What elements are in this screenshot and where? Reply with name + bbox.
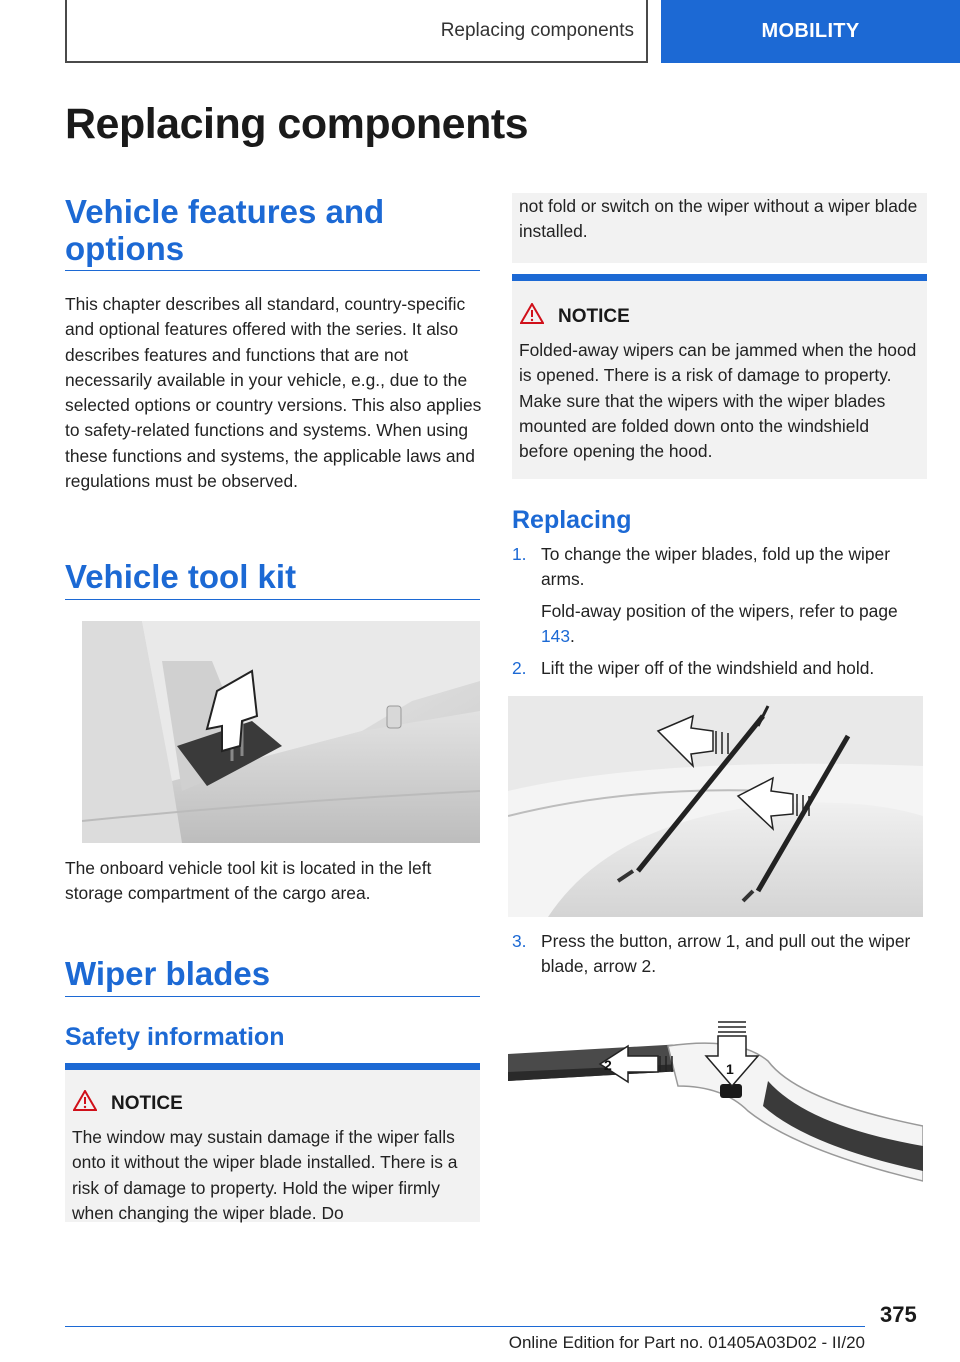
step-number: 3. <box>512 931 527 951</box>
notice-box-2 <box>512 274 927 479</box>
toolkit-image <box>82 621 480 843</box>
step-subtext-suffix: . <box>570 625 575 646</box>
features-heading: Vehicle features and options <box>65 193 385 267</box>
notice-label: NOTICE <box>111 1092 183 1114</box>
arrow-2-label: 2 <box>604 1057 612 1073</box>
header-section <box>65 0 648 63</box>
notice-header <box>512 281 927 330</box>
toolkit-caption: The onboard vehicle tool kit is located in the left storage compartment of the cargo area. <box>65 858 432 904</box>
step-text: Lift the wiper off of the windshield and hold. <box>541 658 875 678</box>
notice-box-1-continued <box>512 193 927 263</box>
wipers-rule <box>65 996 480 997</box>
header-chapter-tab <box>661 0 960 63</box>
features-text: This chapter describes all standard, country-specific and optional features offered with the series. It also describes features and functions that are not necessarily available in your vehicle, e.g., due to the selected options or country versions. This also applies to safety-related functions and systems. When using these functions and systems, the applicable laws and regulations must be observed. <box>65 294 482 492</box>
notice-bar <box>512 274 927 281</box>
notice-bar <box>65 1063 480 1070</box>
notice-box-1 <box>65 1063 480 1222</box>
notice-label: NOTICE <box>558 305 630 327</box>
header-section-label: Replacing components <box>440 19 634 41</box>
step-number: 1. <box>512 544 527 564</box>
page-link[interactable]: 143 <box>541 625 571 646</box>
step-text: Press the button, arrow 1, and pull out the wiper blade, arrow 2. <box>541 931 911 977</box>
page-number: 375 <box>880 1302 917 1327</box>
header-chapter-label: MOBILITY <box>761 20 860 42</box>
warning-triangle-icon <box>73 1090 97 1117</box>
notice-header <box>65 1070 480 1117</box>
wiper-fold-image <box>508 696 923 917</box>
warning-triangle-icon <box>520 303 544 330</box>
footer-edition: Online Edition for Part no. 01405A03D02 - II/20 <box>508 1333 865 1352</box>
notice-text-continued: not fold or switch on the wiper without a wiper blade installed. <box>519 196 918 242</box>
step-number: 2. <box>512 658 527 678</box>
arrow-1-label: 1 <box>726 1061 734 1077</box>
step-subtext-prefix: Fold-away position of the wipers, refer to page <box>541 600 898 621</box>
step-2 <box>512 656 932 681</box>
safety-heading: Safety information <box>65 1023 285 1051</box>
step-subtext <box>541 599 932 650</box>
step-text: To change the wiper blades, fold up the wiper arms. <box>541 544 891 590</box>
notice-text: The window may sustain damage if the wiper falls onto it without the wiper blade installed. There is a risk of damage to property. Hold the wiper firmly when changing the wiper blade. Do <box>72 1127 458 1223</box>
wipers-heading: Wiper blades <box>65 955 271 992</box>
step-1 <box>512 542 932 649</box>
replacing-heading: Replacing <box>512 506 632 534</box>
toolkit-rule <box>65 599 480 600</box>
page-title: Replacing components <box>65 100 529 148</box>
toolkit-heading: Vehicle tool kit <box>65 558 297 595</box>
wiper-blade-release-image <box>508 1016 923 1216</box>
features-rule <box>65 270 480 271</box>
step-3 <box>512 929 932 980</box>
footer-rule <box>65 1326 865 1327</box>
notice-text: Folded-away wipers can be jammed when the hood is opened. There is a risk of damage to property. Make sure that the wipers with the wiper blades mounted are folded down onto the windshield before opening the hood. <box>519 340 917 462</box>
